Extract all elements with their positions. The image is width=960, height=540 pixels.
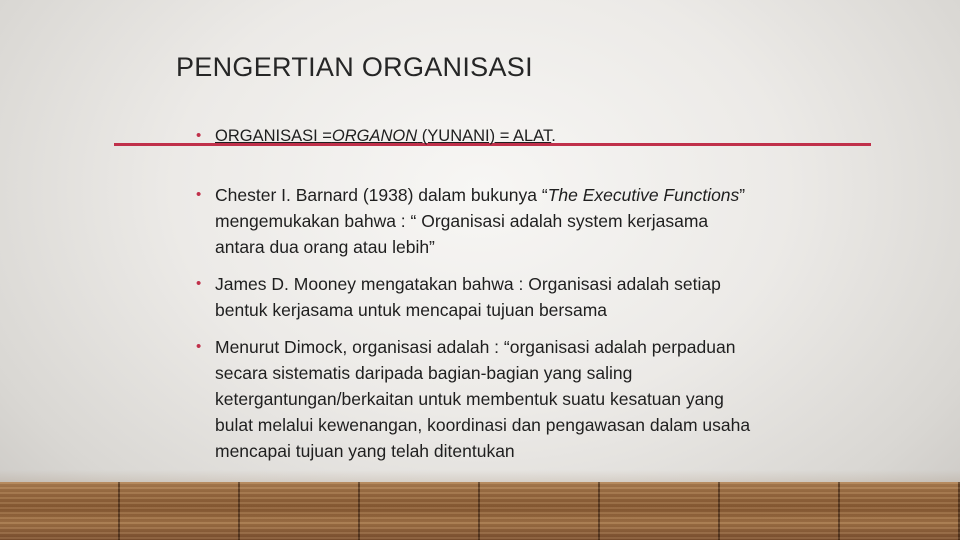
wooden-floor-image [0, 482, 960, 540]
bullet-text: James D. Mooney mengatakan bahwa : Organisasi adalah setiap bentuk kerjasama untuk mencapai tujuan bersama [215, 274, 721, 320]
bullet-icon: • [196, 275, 202, 292]
slide-title: PENGERTIAN ORGANISASI [176, 52, 533, 82]
bullet-text-part: Chester I. Barnard (1938) dalam bukunya “ [215, 185, 548, 205]
bullet-item-mooney [196, 271, 756, 323]
bullet-text-part: . [551, 127, 556, 145]
bullet-text-italic: The Executive Functions [547, 185, 740, 205]
bullet-icon: • [196, 127, 202, 144]
bullet-list [196, 123, 756, 464]
bullet-text-italic: ORGANON [331, 127, 418, 145]
bullet-item-definition [196, 123, 756, 149]
bullet-text-part: ORGANISASI = [215, 127, 332, 145]
bullet-icon: • [196, 186, 202, 203]
bullet-text-part: (YUNANI) = ALAT [417, 127, 552, 145]
bullet-text-part: ” mengemukakan bahwa : “ Organisasi adalah system kerjasama antara dua orang atau lebih” [215, 185, 746, 257]
bullet-text: Menurut Dimock, organisasi adalah : “organisasi adalah perpaduan secara sistematis daripada bagian-bagian yang saling ketergantungan/berkaitan untuk membentuk suatu kesatuan yang bulat melalui kewenangan, koordinasi dan pengawasan dalam usaha mencapai tujuan yang telah ditentukan [215, 337, 751, 461]
bullet-icon: • [196, 338, 202, 355]
bullet-item-barnard [196, 182, 756, 260]
bullet-item-dimock [196, 334, 756, 464]
